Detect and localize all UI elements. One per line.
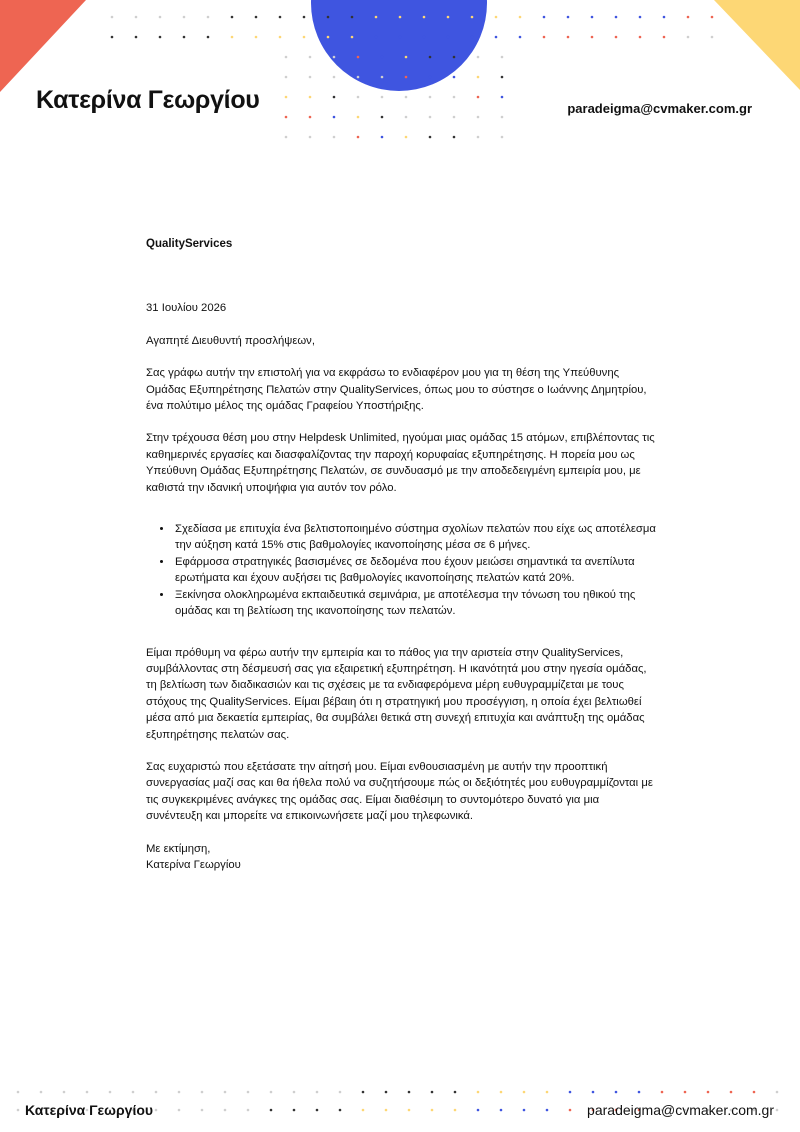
decorative-dot — [399, 36, 402, 39]
decorative-dot — [615, 1091, 618, 1094]
decorative-dot — [567, 16, 570, 19]
decorative-dot — [207, 36, 210, 39]
decorative-dot — [523, 1091, 526, 1094]
letter-closing — [146, 841, 656, 874]
decorative-dot — [405, 76, 408, 79]
decorative-dot — [495, 36, 498, 39]
decorative-dot — [615, 36, 618, 39]
decorative-dot — [429, 96, 432, 99]
company-name: QualityServices — [146, 238, 233, 250]
decorative-dot — [707, 1091, 710, 1094]
decorative-dot — [155, 1091, 158, 1094]
decorative-dot — [381, 56, 384, 59]
decorative-dot — [453, 116, 456, 119]
decorative-dot — [543, 36, 546, 39]
decorative-dot — [183, 16, 186, 19]
decorative-dot — [638, 1091, 641, 1094]
decorative-dot — [500, 1091, 503, 1094]
decorative-dot — [423, 16, 426, 19]
decorative-dot — [477, 1109, 480, 1112]
paragraph-current-role: Στην τρέχουσα θέση μου στην Helpdesk Unlimited, ηγούμαι μιας ομάδας 15 ατόμων, επιβλέποντας τις καθημερινές εργασίες και διασφαλίζοντας την παροχή κορυφαίας εξυπηρέτησης. Η πορεία μου ως Υπεύθυνη Ομάδας Εξυπηρέτησης Πελατών, σε συνδυασμό με την αποδεδειγμένη εμπειρία μου, με καθιστά την ιδανική υποψήφια για αυτόν τον ρόλο. — [146, 432, 655, 494]
decorative-dot — [569, 1109, 572, 1112]
decorative-dot — [477, 1091, 480, 1094]
decorative-dot — [501, 136, 504, 139]
closing-phrase: Με εκτίμηση, — [146, 842, 211, 855]
decorative-dot — [357, 56, 360, 59]
decorative-dot — [381, 136, 384, 139]
decorative-dot — [333, 56, 336, 59]
decorative-dot — [684, 1091, 687, 1094]
decorative-dot — [385, 1091, 388, 1094]
decorative-dot — [501, 76, 504, 79]
decorative-dot — [357, 76, 360, 79]
decorative-dot — [454, 1109, 457, 1112]
decorative-dot — [293, 1109, 296, 1112]
decorative-dot — [639, 36, 642, 39]
decorative-dot — [661, 1091, 664, 1094]
decorative-dot — [477, 56, 480, 59]
decorative-dot — [501, 96, 504, 99]
decorative-dot — [309, 116, 312, 119]
decorative-dot — [183, 36, 186, 39]
decorative-dot — [303, 16, 306, 19]
decorative-dot — [309, 76, 312, 79]
decorative-dot — [501, 56, 504, 59]
decorative-dot — [408, 1109, 411, 1112]
header-email: paradeigma@cvmaker.com.gr — [567, 101, 752, 116]
paragraph-intro: Σας γράφω αυτήν την επιστολή για να εκφράσω το ενδιαφέρον μου για τη θέση της Υπεύθυνης Ομάδας Εξυπηρέτησης Πελατών στην QualityServices, όπως μου το σύστησε ο Ιωάννης Δημητρίου, ένα πολύτιμο μέλος της ομάδας Γραφείου Υποστήριξης. — [146, 367, 647, 413]
decorative-dot — [357, 136, 360, 139]
decorative-dot — [453, 96, 456, 99]
decorative-dot — [135, 16, 138, 19]
decorative-dot — [454, 1091, 457, 1094]
decorative-dot — [362, 1091, 365, 1094]
decorative-dot — [567, 36, 570, 39]
decorative-dot — [279, 36, 282, 39]
decorative-dot — [495, 16, 498, 19]
decorative-dot — [519, 36, 522, 39]
decorative-dot — [224, 1091, 227, 1094]
decorative-dot — [17, 1109, 20, 1112]
decorative-dot — [523, 1109, 526, 1112]
decorative-dot — [159, 16, 162, 19]
decorative-dot — [316, 1109, 319, 1112]
decorative-dot — [178, 1091, 181, 1094]
decorative-dot — [333, 96, 336, 99]
decorative-dot — [285, 56, 288, 59]
decorative-dot — [431, 1109, 434, 1112]
decorative-dot — [453, 56, 456, 59]
decorative-dot — [405, 116, 408, 119]
decorative-dot — [155, 1109, 158, 1112]
decorative-dot — [339, 1091, 342, 1094]
decorative-dot — [447, 36, 450, 39]
decorative-dot — [285, 116, 288, 119]
decorative-dot — [375, 16, 378, 19]
decorative-dot — [63, 1091, 66, 1094]
decorative-dot — [405, 96, 408, 99]
decorative-dot — [316, 1091, 319, 1094]
decorative-dot — [381, 116, 384, 119]
decorative-dot — [429, 56, 432, 59]
decorative-dot — [453, 136, 456, 139]
decorative-dot — [429, 136, 432, 139]
achievements-list — [146, 521, 656, 619]
decorative-dot — [339, 1109, 342, 1112]
decorative-dot — [711, 36, 714, 39]
achievement-item: • Ξεκίνησα ολοκληρωμένα εκπαιδευτικά σεμινάρια, με αποτέλεσμα την τόνωση του ηθικού της ομάδας και τη βελτίωση της ικανοποίησης των πελατών. — [173, 587, 656, 620]
decorative-dot — [375, 36, 378, 39]
decorative-dot — [207, 16, 210, 19]
letter-date: 31 Ιουλίου 2026 — [146, 302, 227, 315]
decorative-dot — [309, 56, 312, 59]
decorative-dot — [546, 1091, 549, 1094]
decorative-dot — [285, 136, 288, 139]
decorative-dot — [247, 1109, 250, 1112]
decorative-dot — [351, 16, 354, 19]
decorative-dot — [381, 96, 384, 99]
paragraph-motivation: Είμαι πρόθυμη να φέρω αυτήν την εμπειρία και το πάθος για την αριστεία στην QualityServices, συμβάλλοντας στη δέσμευσή σας για εξαιρετική εξυπηρέτηση. Η ικανότητά μου στην ηγεσία ομάδας, τη βελτίωση των διαδικασιών και τις σχέσεις με τα ενδιαφερόμενα μέρη ευθυγραμμίζεται με τους στόχους της QualityServices. Είμαι βέβαιη ότι η στρατηγική μου προσέγγιση, η οποία έχει βελτιωθεί μέσα από μια δεκαετία εμπειρίας, θα συμβάλει θετικά στη συνεχή επιτυχία και ανάπτυξη της ομάδας εξυπηρέτησης πελατών σας. — [146, 646, 647, 741]
decorative-dot — [592, 1091, 595, 1094]
decorative-dot — [333, 116, 336, 119]
decorative-dot — [431, 1091, 434, 1094]
decorative-dot — [285, 96, 288, 99]
decorative-dot — [231, 16, 234, 19]
decorative-dot — [293, 1091, 296, 1094]
footer-email: paradeigma@cvmaker.com.gr — [587, 1102, 774, 1118]
decorative-dot — [285, 76, 288, 79]
decorative-dot — [201, 1091, 204, 1094]
decorative-dot — [178, 1109, 181, 1112]
decorative-dot — [159, 36, 162, 39]
decorative-dot — [477, 136, 480, 139]
decorative-dot — [270, 1109, 273, 1112]
decorative-dot — [687, 16, 690, 19]
decorative-dot — [351, 36, 354, 39]
signature-name: Κατερίνα Γεωργίου — [146, 858, 241, 871]
decorative-dot — [385, 1109, 388, 1112]
decorative-dot — [309, 136, 312, 139]
decorative-dot — [135, 36, 138, 39]
decorative-dot — [663, 16, 666, 19]
decorative-dot — [477, 116, 480, 119]
decorative-dot — [399, 16, 402, 19]
decorative-dot — [546, 1109, 549, 1112]
decorative-dot — [279, 16, 282, 19]
decorative-dot — [111, 16, 114, 19]
decorative-dot — [132, 1091, 135, 1094]
decorative-dot — [408, 1091, 411, 1094]
decorative-dot — [309, 96, 312, 99]
decorative-dot — [423, 36, 426, 39]
decorative-dot — [357, 116, 360, 119]
decorative-dot — [477, 76, 480, 79]
letter-greeting: Αγαπητέ Διευθυντή προσλήψεων, — [146, 334, 315, 347]
decorative-dot — [471, 36, 474, 39]
decorative-dot — [663, 36, 666, 39]
footer-name: Κατερίνα Γεωργίου — [25, 1102, 154, 1118]
decorative-dot — [471, 16, 474, 19]
decorative-dot — [333, 76, 336, 79]
letter-body — [146, 236, 656, 873]
decorative-dot — [753, 1091, 756, 1094]
achievement-item: • Σχεδίασα με επιτυχία ένα βελτιστοποιημένο σύστημα σχολίων πελατών που είχε ως αποτέλεσμα την αύξηση κατά 15% στις βαθμολογίες ικανοποίησης μέσα σε 6 μήνες. — [173, 521, 656, 554]
decorative-dot — [776, 1091, 779, 1094]
decorative-dot — [327, 16, 330, 19]
decorative-dot — [405, 56, 408, 59]
decorative-dot — [327, 36, 330, 39]
decorative-dot — [255, 36, 258, 39]
decorative-dot — [111, 36, 114, 39]
decorative-dot — [362, 1109, 365, 1112]
decorative-dot — [501, 116, 504, 119]
decorative-dot — [231, 36, 234, 39]
decorative-dot — [381, 76, 384, 79]
decorative-dot — [477, 96, 480, 99]
decorative-dot — [500, 1109, 503, 1112]
decorative-dot — [569, 1091, 572, 1094]
decorative-dot — [591, 36, 594, 39]
decorative-dot — [429, 116, 432, 119]
decorative-dot — [447, 16, 450, 19]
decorative-dot — [711, 16, 714, 19]
paragraph-thanks: Σας ευχαριστώ που εξετάσατε την αίτησή μου. Είμαι ενθουσιασμένη με αυτήν την προοπτική συνεργασίας μαζί σας και θα ήθελα πολύ να συζητήσουμε πώς οι δεξιότητές μου ευθυγραμμίζονται με τις συγκεκριμένες ανάγκες της ομάδας σας. Είμαι διαθέσιμη το συντομότερο δυνατό για μια συνέντευξη και μπορείτε να επικοινωνήσετε μαζί μου τηλεφωνικά. — [146, 760, 653, 823]
decorative-dot — [247, 1091, 250, 1094]
decorative-dot — [303, 36, 306, 39]
achievement-item: • Εφάρμοσα στρατηγικές βασισμένες σε δεδομένα που έχουν μειώσει σημαντικά τα ανεπίλυτα ερωτήματα και έχουν αυξήσει τις βαθμολογίες ικανοποίησης πελατών κατά 20%. — [173, 554, 656, 587]
decorative-dot — [40, 1091, 43, 1094]
decorative-dot — [730, 1091, 733, 1094]
decorative-dot — [405, 136, 408, 139]
decorative-dot — [639, 16, 642, 19]
decorative-dot — [255, 16, 258, 19]
decorative-dot — [86, 1091, 89, 1094]
decorative-dot — [17, 1091, 20, 1094]
decorative-dot — [270, 1091, 273, 1094]
decorative-dot — [224, 1109, 227, 1112]
decorative-dot — [687, 36, 690, 39]
decorative-dot — [109, 1091, 112, 1094]
decorative-dot — [453, 76, 456, 79]
decorative-dot — [357, 96, 360, 99]
decorative-dot — [201, 1109, 204, 1112]
decorative-dot — [429, 76, 432, 79]
decorative-dot — [519, 16, 522, 19]
decorative-dot — [543, 16, 546, 19]
header-name: Κατερίνα Γεωργίου — [36, 86, 260, 114]
decorative-dot — [615, 16, 618, 19]
decorative-dot — [776, 1109, 779, 1112]
decorative-dot — [591, 16, 594, 19]
decorative-dot — [333, 136, 336, 139]
